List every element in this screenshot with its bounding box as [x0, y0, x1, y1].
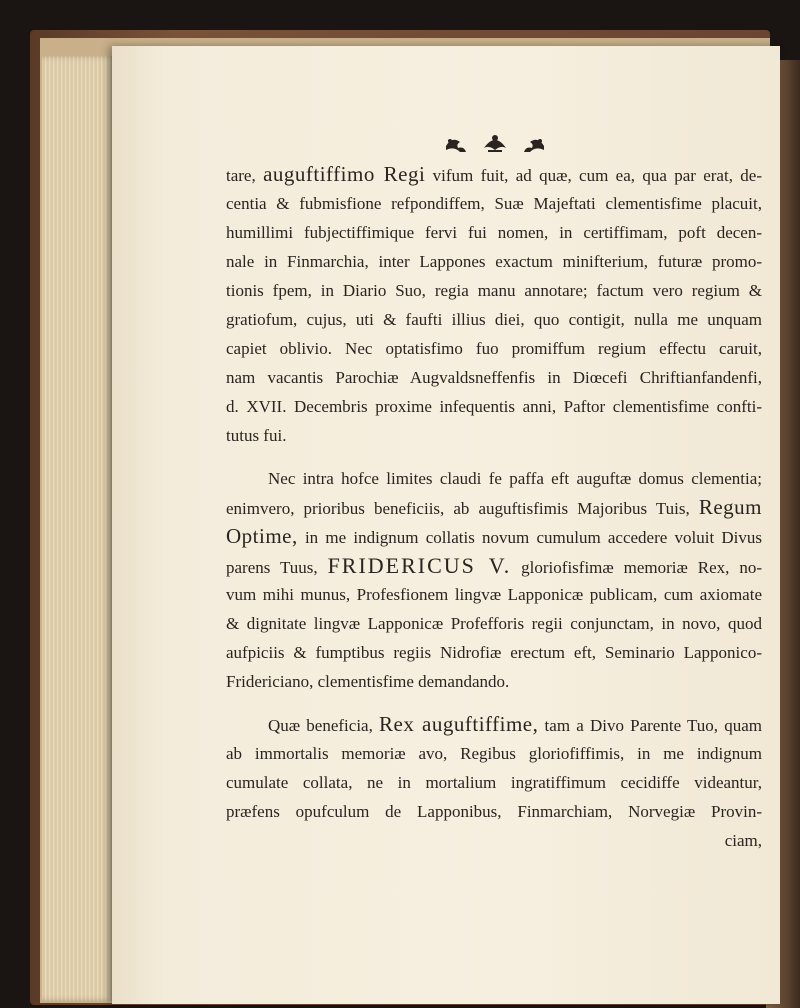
- text-line: [226, 768, 762, 797]
- text-segment: cumulate collata, ne in mortalium ingratiffimum cecidiffe videantur,: [226, 773, 762, 792]
- text-line: [226, 305, 762, 334]
- text-line: [226, 276, 762, 305]
- capitalized-name: FRIDERICUS V.: [327, 553, 512, 578]
- paragraph-gap: [226, 450, 762, 464]
- text-segment: tam a Divo Parente Tuo, quam: [538, 716, 762, 735]
- text-line: [226, 551, 762, 580]
- text-segment: gloriofisfimæ memoriæ Rex, no-: [511, 558, 762, 577]
- text-line: [226, 189, 762, 218]
- page-stack: [42, 56, 114, 1001]
- text-segment: centia & fubmisfione refpondiffem, Suæ Majeftati clementisfime placuit,: [226, 194, 762, 213]
- text-line: [226, 160, 762, 189]
- text-line: [226, 609, 762, 638]
- emphasized-text: auguftiffimo Regi: [263, 162, 426, 186]
- text-segment: tionis fpem, in Diario Suo, regia manu annotare; factum vero regium &: [226, 281, 762, 300]
- text-segment: Quæ beneficia,: [268, 716, 380, 735]
- text-line: [226, 218, 762, 247]
- text-segment: humillimi fubjectiffimique fervi fui nomen, in certiffimam, poft decen-: [226, 223, 762, 242]
- text-line: [226, 580, 762, 609]
- text-line: [226, 363, 762, 392]
- text-segment: tare,: [226, 166, 264, 185]
- emphasized-text: Regum: [698, 495, 762, 519]
- emphasized-text: Rex auguftiffime,: [379, 712, 539, 736]
- text-line: [226, 638, 762, 667]
- text-segment: vum mihi munus, Profesfionem lingvæ Lapponicæ publicam, cum axiomate: [226, 585, 762, 604]
- text-line: [226, 464, 762, 493]
- text-line: [226, 522, 762, 551]
- text-segment: Fridericiano, clementisfime demandando.: [226, 672, 510, 691]
- text-segment: parens Tuus,: [226, 558, 328, 577]
- text-segment: vifum fuit, ad quæ, cum ea, qua par erat, de-: [425, 166, 762, 185]
- text-segment: gratiofum, cujus, uti & faufti illius diei, quo contigit, nulla me unquam: [226, 310, 762, 329]
- catchword: ciam,: [724, 831, 762, 850]
- text-line: [226, 797, 762, 826]
- fleuron-ornament-icon: [440, 130, 550, 156]
- text-segment: aufpiciis & fumptibus regiis Nidrofiæ erectum eft, Seminario Lapponico-: [226, 643, 762, 662]
- text-segment: capiet oblivio. Nec optatisfimo fuo promiffum regium effectu caruit,: [226, 339, 762, 358]
- text-line: [226, 493, 762, 522]
- text-segment: ab immortalis memoriæ avo, Regibus gloriofiffimis, in me indignum: [226, 744, 762, 763]
- text-segment: in me indignum collatis novum cumulum accedere voluit Divus: [297, 528, 762, 547]
- text-line: [226, 667, 762, 696]
- text-segment: & dignitate lingvæ Lapponicæ Profefforis regii conjunctam, in novo, quod: [226, 614, 762, 633]
- emphasized-text: Optime,: [226, 524, 298, 548]
- paragraph-gap: [226, 696, 762, 710]
- text-segment: Nec intra hofce limites claudi fe paffa eft auguftæ domus clementia;: [268, 469, 762, 488]
- text-segment: præfens opufculum de Lapponibus, Finmarchiam, Norvegiæ Provin-: [226, 802, 762, 821]
- text-line: [226, 392, 762, 421]
- text-line: [226, 710, 762, 739]
- text-segment: nam vacantis Parochiæ Augvaldsneffenfis in Diœcefi Chriftianfandenfi,: [226, 368, 762, 387]
- text-segment: tutus fui.: [226, 426, 287, 445]
- text-line: [226, 421, 762, 450]
- text-segment: nale in Finmarchia, inter Lappones exactum minifterium, futuræ promo-: [226, 252, 762, 271]
- main-text: [226, 160, 762, 855]
- text-segment: enimvero, prioribus beneficiis, ab auguftisfimis Majoribus Tuis,: [226, 499, 699, 518]
- text-segment: d. XVII. Decembris proxime infequentis anni, Paftor clementisfime confti-: [226, 397, 762, 416]
- text-line: [226, 739, 762, 768]
- text-line: [226, 247, 762, 276]
- text-line: [226, 334, 762, 363]
